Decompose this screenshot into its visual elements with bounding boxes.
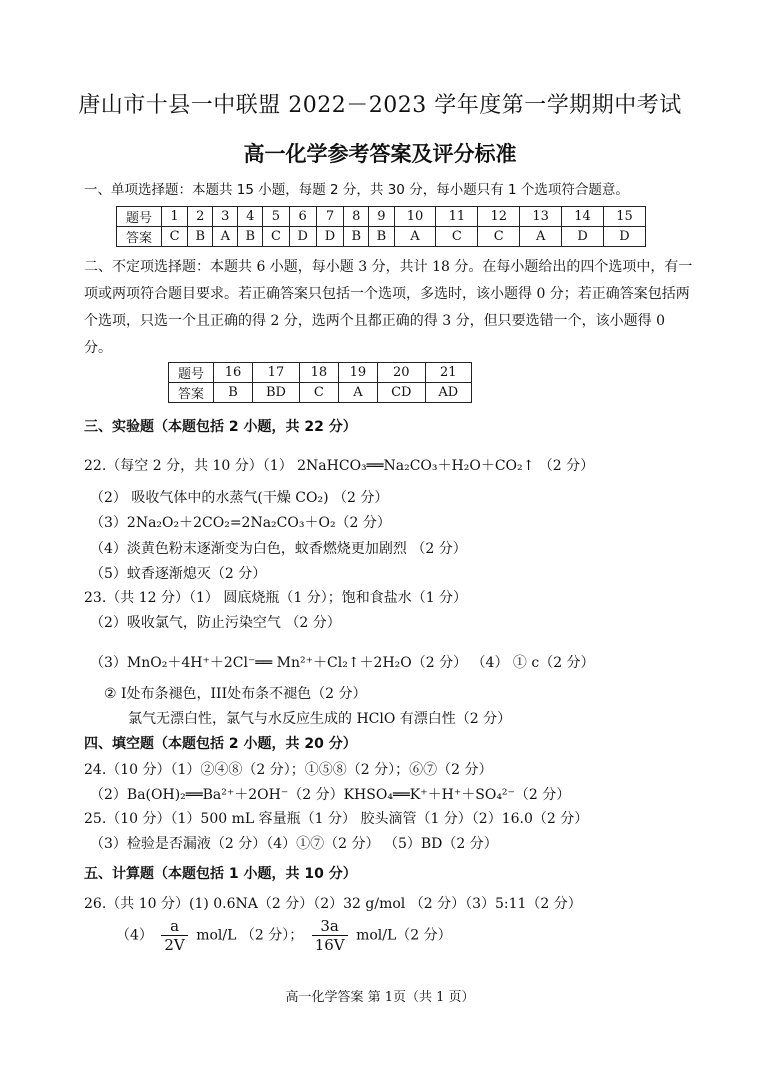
answer-cell: B	[238, 227, 263, 247]
question-number: 10	[394, 207, 436, 227]
question-number: 20	[377, 363, 425, 383]
answer-key-subtitle: 高一化学参考答案及评分标准	[243, 142, 517, 166]
fraction-a-over-2v	[161, 917, 187, 954]
q22-part5: （5）蚊香逐渐熄灭（2 分）	[90, 566, 267, 582]
q23-part1: 23.（共 12 分）（1） 圆底烧瓶（1 分）；饱和食盐水（1 分）	[84, 590, 468, 606]
question-number: 17	[253, 363, 300, 383]
section2-number-row	[169, 363, 472, 383]
answer-cell: D	[562, 227, 604, 247]
answer-cell: C	[162, 227, 188, 247]
fraction-denominator: 2V	[164, 936, 185, 954]
answer-cell: B	[214, 383, 253, 403]
answer-cell: D	[289, 227, 316, 247]
question-number: 21	[425, 363, 471, 383]
question-number: 18	[299, 363, 338, 383]
section1-heading: 一、单项选择题：本题共 15 小题，每题 2 分，共 30 分，每小题只有 1 个选项符合题意。	[84, 182, 629, 198]
answer-cell: A	[394, 227, 436, 247]
q25-part2: （3）检验是否漏液（2 分）（4）①⑦（2 分） （5）BD（2 分）	[90, 836, 498, 852]
q23-part3: （3）MnO₂＋4H⁺＋2Cl⁻══ Mn²⁺＋Cl₂↑＋2H₂O（2 分） （4） ① c（2 分）	[90, 655, 595, 671]
question-number: 1	[162, 207, 188, 227]
row-label-answer: 答案	[169, 383, 214, 403]
question-number: 5	[263, 207, 289, 227]
page-footer: 高一化学答案 第 1页（共 1 页）	[285, 990, 475, 1005]
q22-part1: 22.（每空 2 分，共 10 分）（1） 2NaHCO₃══Na₂CO₃＋H₂O＋CO₂↑ （2 分）	[84, 458, 595, 474]
q22-part4: （4）淡黄色粉末逐渐变为白色，蚊香燃烧更加剧烈 （2 分）	[90, 541, 467, 557]
q23-part5: 氯气无漂白性，氯气与水反应生成的 HClO 有漂白性（2 分）	[128, 711, 512, 727]
question-number: 19	[338, 363, 377, 383]
answer-cell: C	[299, 383, 338, 403]
answer-cell: B	[344, 227, 369, 247]
section1-answer-row	[117, 227, 646, 247]
q25-part1: 25.（10 分）（1）500 mL 容量瓶（1 分） 胶头滴管（1 分）（2）16.0（2 分）	[84, 811, 589, 827]
question-number: 14	[562, 207, 604, 227]
answer-cell: D	[604, 227, 646, 247]
q22-part2: （2） 吸收气体中的水蒸气(干燥 CO₂) （2 分）	[90, 490, 389, 506]
answer-cell: A	[520, 227, 562, 247]
answer-cell: A	[213, 227, 238, 247]
answer-cell: C	[436, 227, 478, 247]
exam-title: 唐山市十县一中联盟 2022－2023 学年度第一学期期中考试	[78, 93, 682, 118]
section4-heading: 四、填空题（本题包括 2 小题，共 20 分）	[84, 736, 357, 752]
fraction-denominator: 16V	[314, 936, 345, 954]
question-number: 7	[316, 207, 343, 227]
q24-part2: （2）Ba(OH)₂══Ba²⁺＋2OH⁻（2 分）KHSO₄══K⁺＋H⁺＋SO₄²⁻（2 分）	[90, 787, 571, 803]
question-number: 6	[289, 207, 316, 227]
section5-heading: 五、计算题（本题包括 1 小题，共 10 分）	[84, 866, 357, 882]
question-number: 16	[214, 363, 253, 383]
section2-answer-row	[169, 383, 472, 403]
fraction-numerator: 3a	[312, 917, 348, 936]
answer-cell: AD	[425, 383, 471, 403]
question-number: 11	[436, 207, 478, 227]
answer-cell: C	[263, 227, 289, 247]
q26-part4-prefix: （4）	[116, 927, 153, 944]
question-number: 12	[478, 207, 520, 227]
section1-answer-table	[116, 206, 646, 247]
question-number: 13	[520, 207, 562, 227]
answer-cell: BD	[253, 383, 300, 403]
q23-part2: （2）吸收氯气，防止污染空气 （2 分）	[90, 615, 341, 631]
question-number: 2	[188, 207, 213, 227]
question-number: 9	[369, 207, 394, 227]
q23-part4: ② I处布条褪色，III处布条不褪色（2 分）	[104, 686, 367, 702]
section3-heading: 三、实验题（本题包括 2 小题，共 22 分）	[84, 419, 357, 435]
question-number: 4	[238, 207, 263, 227]
q24-part1: 24.（10 分）（1）②④⑧（2 分）；①⑤⑧（2 分）；⑥⑦（2 分）	[84, 762, 493, 778]
section1-number-row	[117, 207, 646, 227]
q26-part1: 26.（共 10 分）(1) 0.6NA（2 分）（2）32 g/mol （2 分）（3）5:11（2 分）	[84, 896, 582, 912]
unit-1: mol/L （2 分）；	[196, 927, 304, 944]
fraction-3a-over-16v	[312, 917, 348, 954]
question-number: 3	[213, 207, 238, 227]
section2-answer-table	[168, 362, 472, 403]
q26-part4	[116, 917, 452, 954]
answer-cell: B	[369, 227, 394, 247]
answer-cell: D	[316, 227, 343, 247]
row-label-answer: 答案	[117, 227, 162, 247]
question-number: 15	[604, 207, 646, 227]
unit-2: mol/L（2 分）	[356, 927, 452, 944]
answer-cell: CD	[377, 383, 425, 403]
question-number: 8	[344, 207, 369, 227]
answer-cell: A	[338, 383, 377, 403]
row-label-question: 题号	[117, 207, 162, 227]
section2-heading: 二、不定项选择题：本题共 6 小题，每小题 3 分，共计 18 分。在每小题给出的四个选项中，有一项或两项符合题目要求。若正确答案只包括一个选项，多选时，该小题得 0 分；若正确答案包括两个选项，只选一个且正确的得 2 分，选两个且都正确的得 3 分，但只要选错一个，该小题得 0 分。	[84, 259, 693, 356]
answer-cell: C	[478, 227, 520, 247]
answer-cell: B	[188, 227, 213, 247]
row-label-question: 题号	[169, 363, 214, 383]
fraction-numerator: a	[161, 917, 187, 936]
q22-part3: （3）2Na₂O₂＋2CO₂=2Na₂CO₃＋O₂（2 分）	[90, 515, 391, 531]
